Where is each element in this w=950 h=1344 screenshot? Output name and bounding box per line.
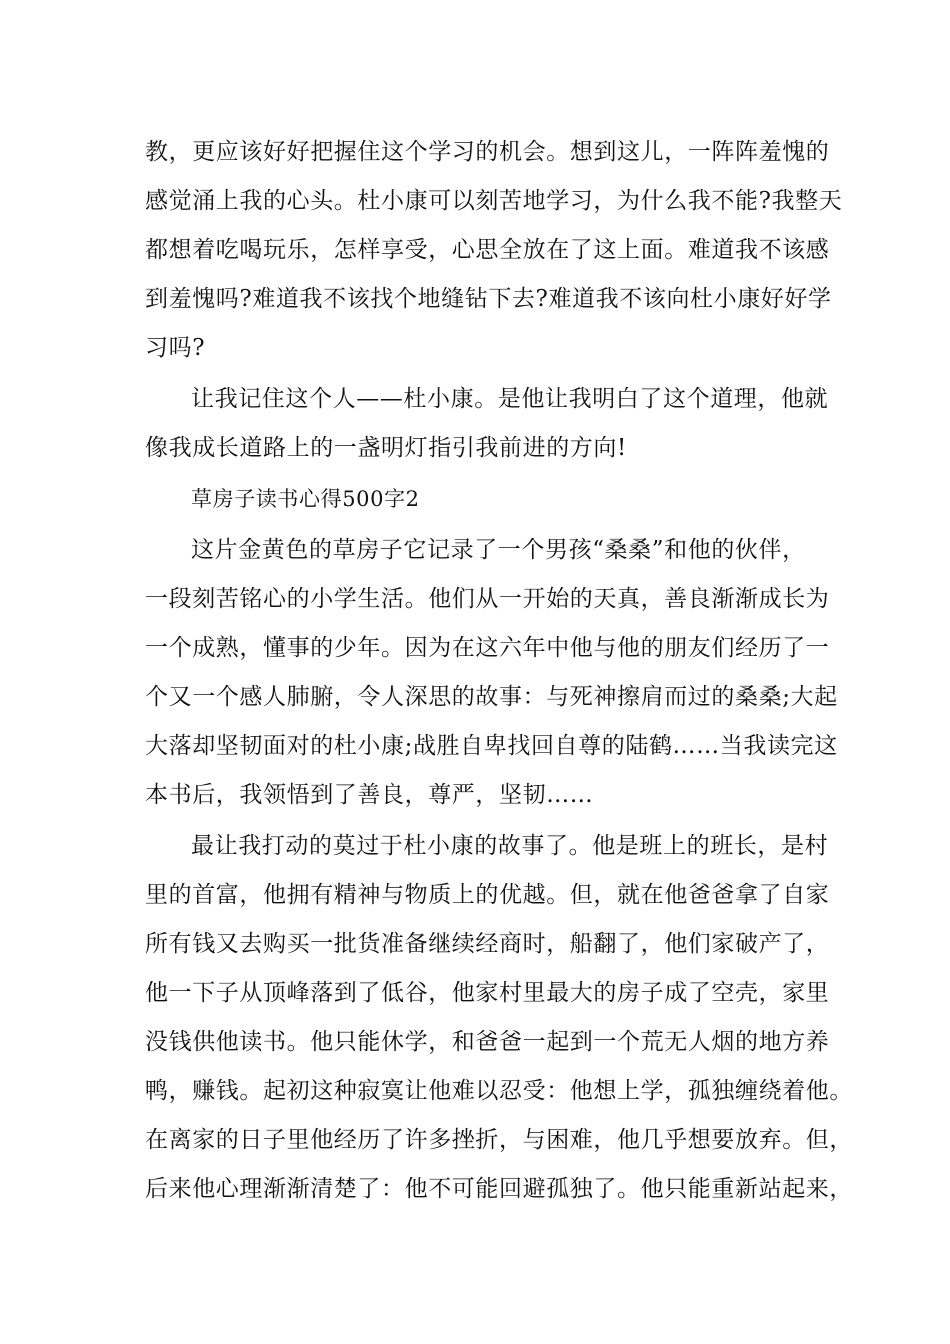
text-line: 个又一个感人肺腑，令人深思的故事：与死神擦肩而过的桑桑;大起	[145, 684, 838, 710]
section-heading: 草房子读书心得500字2	[191, 487, 420, 511]
text-line: 一段刻苦铭心的小学生活。他们从一开始的天真，善良渐渐成长为	[145, 586, 830, 612]
text-line: 他一下子从顶峰落到了低谷，他家村里最大的房子成了空壳，家里	[145, 980, 830, 1006]
text-line: 本书后，我领悟到了善良，尊严，坚韧……	[145, 782, 594, 808]
text-line: 在离家的日子里他经历了许多挫折，与困难，他几乎想要放弃。但，	[145, 1127, 853, 1153]
paragraph-first-line: 这片金黄色的草房子它记录了一个男孩“桑桑”和他的伙伴，	[191, 537, 806, 563]
text-line: 所有钱又去购买一批货准备继续经商时，船翻了，他们家破产了，	[145, 931, 830, 957]
text-line: 到羞愧吗?难道我不该找个地缝钻下去?难道我不该向杜小康好好学	[145, 286, 832, 312]
text-line: 感觉涌上我的心头。杜小康可以刻苦地学习，为什么我不能?我整天	[145, 188, 843, 214]
text-line: 鸭，赚钱。起初这种寂寞让他难以忍受：他想上学，孤独缠绕着他。	[145, 1078, 853, 1104]
paragraph-first-line: 最让我打动的莫过于杜小康的故事了。他是班上的班长，是村	[191, 833, 829, 859]
text-line: 教，更应该好好把握住这个学习的机会。想到这儿，一阵阵羞愧的	[145, 139, 830, 165]
text-line: 大落却坚韧面对的杜小康;战胜自卑找回自尊的陆鹤……当我读完这	[145, 733, 838, 759]
text-line: 一个成熟，懂事的少年。因为在这六年中他与他的朋友们经历了一	[145, 635, 830, 661]
text-line: 里的首富，他拥有精神与物质上的优越。但，就在他爸爸拿了自家	[145, 882, 830, 908]
text-line: 都想着吃喝玩乐，怎样享受，心思全放在了这上面。难道我不该感	[145, 237, 830, 263]
text-line: 习吗?	[145, 335, 206, 361]
paragraph-first-line: 让我记住这个人——杜小康。是他让我明白了这个道理，他就	[191, 386, 829, 412]
text-line: 后来他心理渐渐清楚了：他不可能回避孤独了。他只能重新站起来，	[145, 1176, 853, 1202]
text-line: 像我成长道路上的一盏明灯指引我前进的方向!	[145, 435, 627, 461]
text-line: 没钱供他读书。他只能休学，和爸爸一起到一个荒无人烟的地方养	[145, 1029, 830, 1055]
